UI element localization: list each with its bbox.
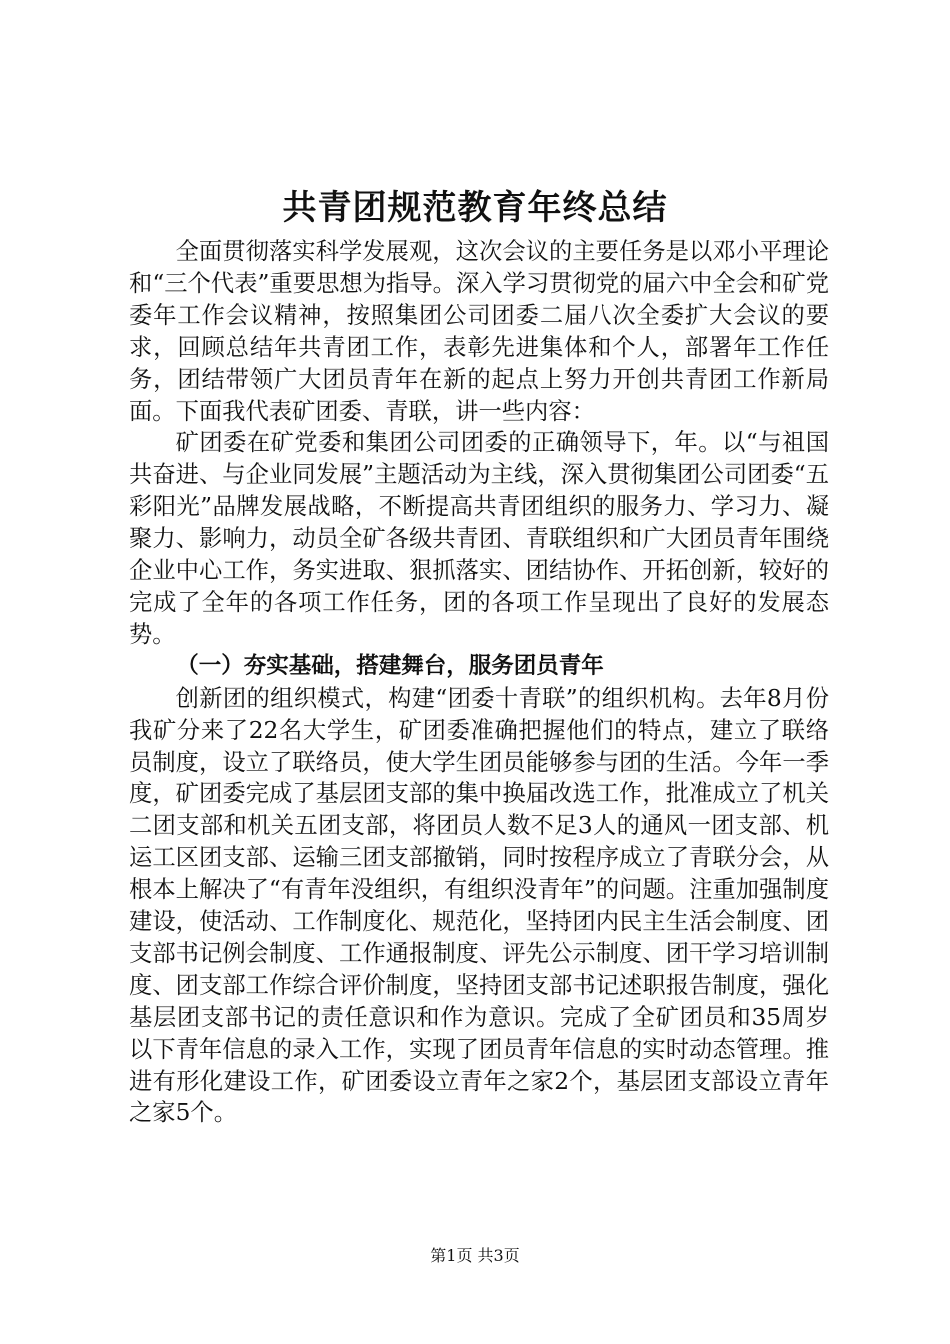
summary-paragraph: 矿团委在矿党委和集团公司团委的正确领导下，年。以“与祖国共奋进、与企业同发展”主题活动为主线，深入贯彻集团公司团委“五彩阳光”品牌发展战略，不断提高共青团组织的服务力、学习力、凝聚力、影响力，动员全矿各级共青团、青联组织和广大团员青年围绕企业中心工作，务实进取、狠抓落实、团结协作、开拓创新，较好的完成了全年的各项工作任务，团的各项工作呈现出了良好的发展态势。 — [129, 429, 829, 648]
document-title: 共青团规范教育年终总结 — [282, 188, 668, 228]
intro-paragraph: 全面贯彻落实科学发展观，这次会议的主要任务是以邓小平理论和“三个代表”重要思想为指导。深入学习贯彻党的届六中全会和矿党委年工作会议精神，按照集团公司团委二届八次全委扩大会议的要求，回顾总结年共青团工作，表彰先进集体和个人，部署年工作任务，团结带领广大团员青年在新的起点上努力开创共青团工作新局面。下面我代表矿团委、青联，讲一些内容： — [129, 238, 829, 425]
page-number-footer: 第1页 共3页 — [430, 1246, 520, 1265]
document-body — [129, 236, 829, 1129]
section-heading: （一）夯实基础，搭建舞台，服务团员青年 — [176, 652, 604, 679]
section-paragraph: 创新团的组织模式，构建“团委十青联”的组织机构。去年8月份我矿分来了22名大学生，矿团委准确把握他们的特点，建立了联络员制度，设立了联络员，使大学生团员能够参与团的生活。今年一季度，矿团委完成了基层团支部的集中换届改选工作，批准成立了机关二团支部和机关五团支部，将团员人数不足3人的通风一团支部、机运工区团支部、运输三团支部撤销，同时按程序成立了青联分会，从根本上解决了“有青年没组织，有组织没青年”的问题。注重加强制度建设，使活动、工作制度化、规范化，坚持团内民主生活会制度、团支部书记例会制度、工作通报制度、评先公示制度、团干学习培训制度、团支部工作综合评价制度，坚持团支部书记述职报告制度，强化基层团支部书记的责任意识和作为意识。完成了全矿团员和35周岁以下青年信息的录入工作，实现了团员青年信息的实时动态管理。推进有形化建设工作，矿团委设立青年之家2个，基层团支部设立青年之家5个。 — [129, 684, 829, 1127]
